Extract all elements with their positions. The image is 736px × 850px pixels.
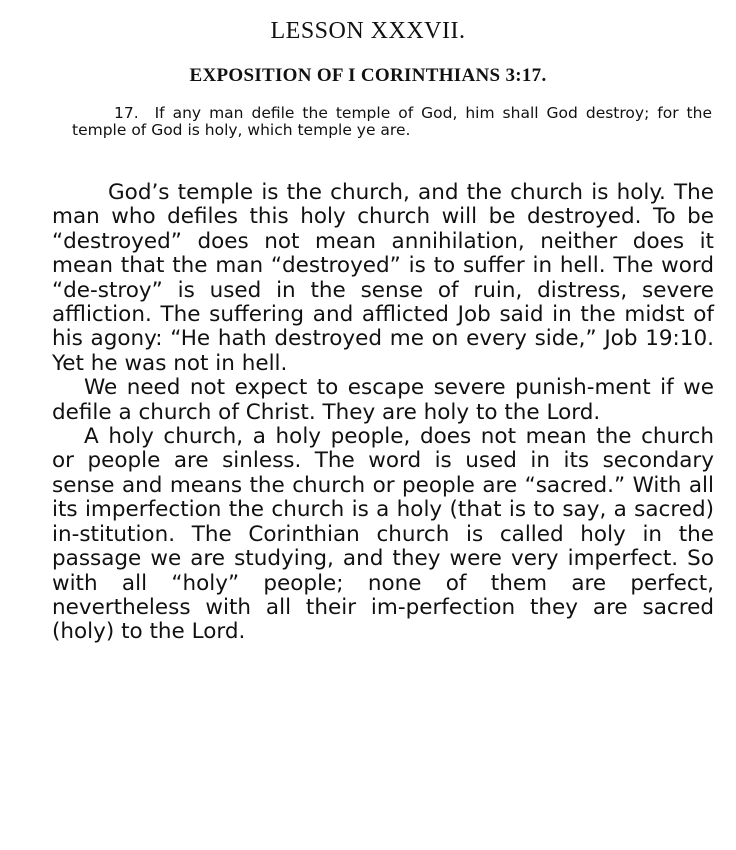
commentary-paragraph-2: We need not expect to escape severe punish-ment if we defile a church of Christ. They are holy to the Lord. [52, 375, 714, 425]
commentary-paragraph-1: God’s temple is the church, and the church is holy. The man who defiles this holy church will be destroyed. To be “destroyed” does not mean annihilation, neither does it mean that the man “destroyed” is to suffer in hell. The word “de-stroy” is used in the sense of ruin, distress, severe affliction. The suffering and afflicted Job said in the midst of his agony: “He hath destroyed me on every side,” Job 19:10. Yet he was not in hell. [52, 180, 714, 376]
commentary-body [52, 181, 714, 645]
exposition-heading: EXPOSITION OF I CORINTHIANS 3:17. [189, 65, 547, 86]
scripture-verse [72, 105, 712, 139]
verse-number: 17. [114, 104, 139, 122]
commentary-paragraph-3: A holy church, a holy people, does not mean the church or people are sinless. The word is used in its secondary sense and means the church or people are “sacred.” With all its imperfection the church is a holy (that is to say, a sacred) in-stitution. The Corinthian church is called holy in the passage we are studying, and they were very imperfect. So with all “holy” people; none of them are perfect, nevertheless with all their im-perfection they are sacred (holy) to the Lord. [52, 424, 714, 645]
verse-text: If any man defile the temple of God, him shall God destroy; for the temple of God is holy, which temple ye are. [72, 104, 712, 139]
lesson-title: LESSON XXXVII. [270, 18, 466, 44]
